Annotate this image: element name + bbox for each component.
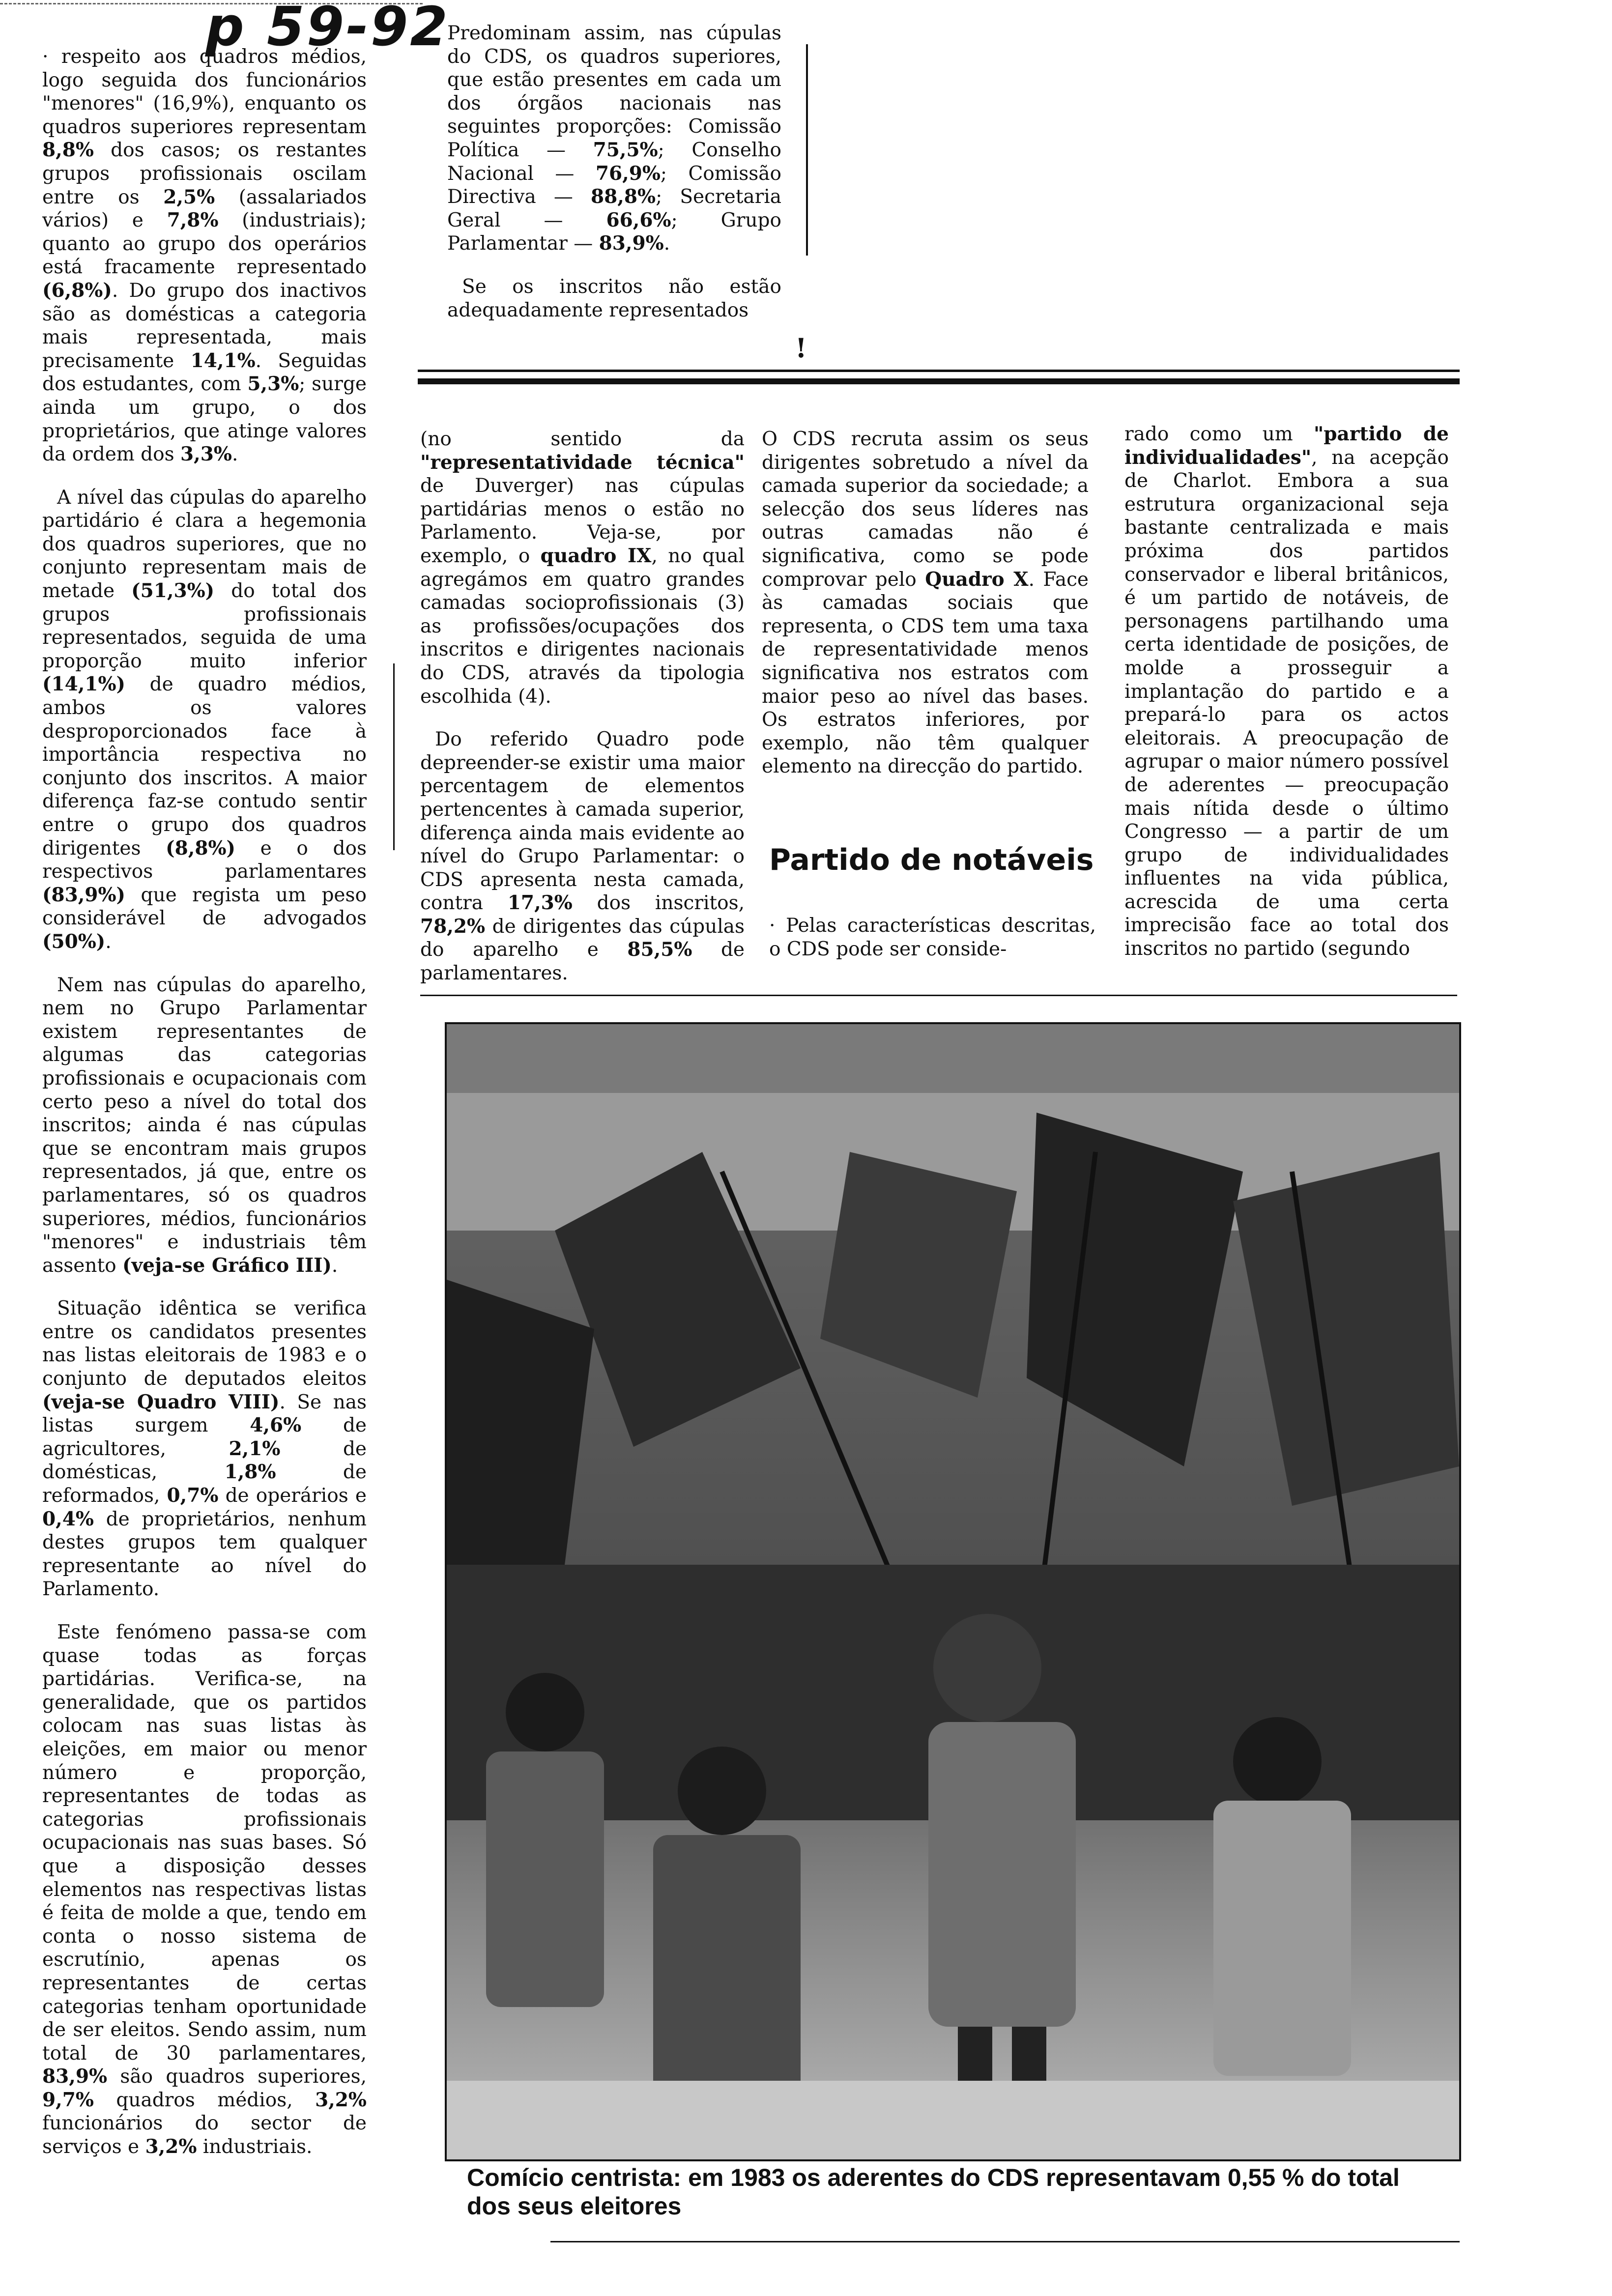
bold-figure: (14,1%): [42, 673, 125, 696]
bold-figure: 2,5%: [163, 185, 215, 208]
bold-figure: 9,7%: [42, 2088, 94, 2111]
bold-figure: 3,2%: [145, 2135, 197, 2158]
bold-figure: "partido de individualidades": [1124, 423, 1449, 469]
paragraph: rado como um "partido de individualidades", na acepção de Charlot. Embora a sua estrutura organizacional seja bastante centralizada e mais próxima dos partidos conservador e liberal britânicos, é um partido de notáveis, de personagens partilhando uma certa identidade de posições, de molde a prosseguir a implantação do partido e a prepará-lo para os actos eleitorais. A preocupação de agrupar o maior número possível de aderentes — preocupação mais nítida desde o último Congresso — a partir de um grupo de individualidades influentes na vida pública, acrescida de uma certa imprecisão face ao total dos inscritos no partido (segundo: [1124, 423, 1449, 960]
paragraph: Predominam assim, nas cúpulas do CDS, os quadros superiores, que estão presentes em cada um dos órgãos nacionais nas seguintes proporções: Comissão Política — 75,5%; Conselho Nacional — 76,9%; Comissão Directiva — 88,8%; Secretaria Geral — 66,6%; Grupo Parlamentar — 83,9%.: [447, 22, 782, 255]
article-column-2-top: [447, 22, 781, 342]
horizontal-rule-1: [418, 370, 1460, 372]
photo-caption: Comício centrista: em 1983 os aderentes do CDS representavam 0,55 % do total dos seus eleitores: [467, 2164, 1400, 2220]
article-column-1: [42, 45, 367, 2179]
bold-figure: 83,9%: [599, 232, 664, 255]
bold-figure: 88,8%: [591, 185, 656, 208]
bold-figure: (83,9%): [42, 883, 125, 906]
paragraph: Do referido Quadro pode depreender-se existir uma maior percentagem de elementos pertencentes à camada superior, diferença ainda mais evidente ao nível do Grupo Parlamentar: o CDS apresenta nesta camada, contra 17,3% dos inscritos, 78,2% de dirigentes das cúpulas do aparelho e 85,5% de parlamentares.: [420, 728, 745, 985]
bold-figure: 75,5%: [593, 138, 658, 161]
bold-figure: quadro IX: [540, 544, 652, 567]
bold-figure: 8,8%: [42, 139, 94, 162]
exclamation-mark: !: [795, 332, 807, 364]
bold-figure: (50%): [42, 930, 106, 953]
column-rule-middle: [393, 663, 395, 850]
article-column-4: [1124, 423, 1449, 980]
paragraph: · Pelas características descritas, o CDS pode ser conside-: [769, 915, 1096, 960]
paragraph: O CDS recruta assim os seus dirigentes sobretudo a nível da camada superior da sociedade; a selecção dos seus líderes nas outras camadas não é significativa, como se pode comprovar pelo Quadro X. Face às camadas sociais que representa, o CDS tem uma taxa de representatividade menos significativa nos estratos com maior peso ao nível das bases. Os estratos inferiores, por exemplo, não têm qualquer elemento na direcção do partido.: [762, 428, 1089, 778]
bold-figure: 5,3%: [247, 373, 299, 396]
rally-photograph: [445, 1022, 1461, 2161]
paragraph: Este fenómeno passa-se com quase todas as forças partidárias. Verifica-se, na generalidade, que os partidos colocam nas suas listas às eleições, em maior ou menor número e proporção, representantes de todas as categorias profissionais ocupacionais nas suas bases. Só que a disposição desses elementos nas respectivas listas é feita de molde a que, tendo em conta o nosso sistema de escrutínio, apenas os representantes de certas categorias tenham oportunidade de ser eleitos. Sendo assim, num total de 30 parlamentares, 83,9% são quadros superiores, 9,7% quadros médios, 3,2% funcionários do sector de serviços e 3,2% industriais.: [42, 1621, 367, 2158]
bold-figure: 0,7%: [167, 1484, 219, 1507]
bold-figure: (veja-se Quadro VIII): [42, 1390, 280, 1413]
paragraph: (no sentido da "representatividade técnica" de Duverger) nas cúpulas partidárias menos o estão no Parlamento. Veja-se, por exemplo, o quadro IX, no qual agregámos em quatro grandes camadas socioprofissionais (3) as profissões/ocupações dos inscritos e dirigentes nacionais do CDS, através da tipologia escolhida (4).: [420, 428, 745, 708]
paragraph: Nem nas cúpulas do aparelho, nem no Grupo Parlamentar existem representantes de algumas das categorias profissionais e ocupacionais com certo peso a nível do total dos inscritos; ainda é nas cúpulas que se encontram mais grupos representados, já que, entre os parlamentares, só os quadros superiores, médios, funcionários "menores" e industriais têm assento (veja-se Gráfico III).: [42, 974, 367, 1277]
horizontal-rule-2: [418, 378, 1460, 384]
bold-figure: (51,3%): [131, 579, 215, 603]
bold-figure: 17,3%: [507, 891, 573, 915]
paragraph: Se os inscritos não estão adequadamente representados: [447, 275, 781, 321]
bold-figure: 85,5%: [627, 938, 692, 961]
column-rule-top: [806, 44, 808, 256]
paragraph: Situação idêntica se verifica entre os candidatos presentes nas listas eleitorais de 1983 e o conjunto de deputados eleitos (veja-se Quadro VIII). Se nas listas surgem 4,6% de agricultores, 2,1% de domésticas, 1,8% de reformados, 0,7% de operários e 0,4% de proprietários, nenhum destes grupos tem qualquer representante ao nível do Parlamento.: [42, 1297, 367, 1601]
bold-figure: 14,1%: [190, 349, 256, 372]
paragraph: · respeito aos quadros médios, logo seguida dos funcionários "menores" (16,9%), enquanto os quadros superiores representam 8,8% dos casos; os restantes grupos profissionais oscilam entre os 2,5% (assalariados vários) e 7,8% (industriais); quanto ao grupo dos operários está fracamente representado (6,8%). Do grupo dos inactivos são as domésticas a categoria mais representada, mais precisamente 14,1%. Seguidas dos estudantes, com 5,3%; surge ainda um grupo, o dos proprietários, que atinge valores da ordem dos 3,3%.: [42, 46, 367, 466]
paragraph: A nível das cúpulas do aparelho partidário é clara a hegemonia dos quadros superiores, que no conjunto representam mais de metade (51,3%) do total dos grupos profissionais representados, seguida de uma proporção muito inferior (14,1%) de quadro médios, ambos os valores desproporcionados face à importância respectiva no conjunto dos inscritos. A maior diferença faz-se contudo sentir entre o grupo dos quadros dirigentes (8,8%) e o dos respectivos parlamentares (83,9%) que regista um peso considerável de advogados (50%).: [42, 486, 367, 953]
bold-figure: "representatividade técnica": [420, 451, 745, 474]
bold-figure: 0,4%: [42, 1507, 94, 1530]
bold-figure: (6,8%): [42, 279, 112, 302]
article-column-2: [420, 428, 745, 1005]
bottom-rule: [550, 2241, 1460, 2242]
bold-figure: 7,8%: [167, 209, 219, 232]
bold-figure: (8,8%): [166, 836, 235, 860]
bold-figure: 2,1%: [229, 1437, 281, 1460]
bold-figure: 66,6%: [606, 208, 671, 231]
handwritten-page-mark: p 59-92: [205, 0, 450, 58]
bold-figure: (veja-se Gráfico III): [122, 1254, 332, 1277]
section-subheading: Partido de notáveis: [769, 843, 1094, 877]
article-column-3: [762, 428, 1089, 798]
bold-figure: 3,3%: [180, 443, 232, 466]
article-column-3-continued: [769, 914, 1096, 980]
bold-figure: 78,2%: [420, 915, 486, 938]
bold-figure: 4,6%: [250, 1414, 302, 1437]
bold-figure: 1,8%: [224, 1461, 276, 1484]
bold-figure: 3,2%: [315, 2088, 367, 2111]
bold-figure: 83,9%: [42, 2065, 108, 2088]
bold-figure: 76,9%: [595, 162, 661, 185]
bold-figure: Quadro X: [925, 568, 1029, 591]
